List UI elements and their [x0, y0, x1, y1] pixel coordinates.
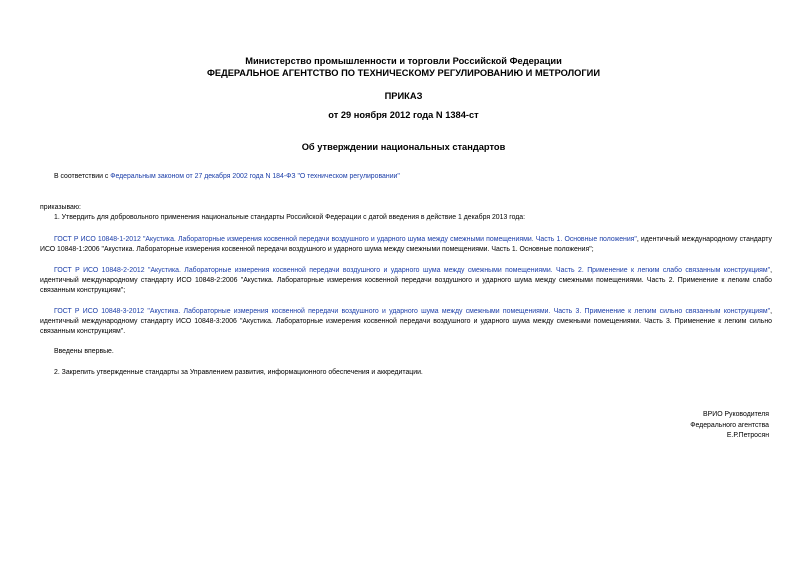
standard-2-text: , идентичный международному стандарту ИСО 10848-2:2006 "Акустика. Лабораторные измерения косвенной передачи воздушного и ударного шума между смежными помещениями. Часть 2. Применение к легким слабо связанным конструкциям";	[40, 267, 772, 294]
page-title: Об утверждении национальных стандартов	[301, 142, 506, 152]
signature-title: ВРИО Руководителя	[703, 411, 769, 418]
item-1: 1. Утвердить для добровольного применения национальные стандарты Российской Федерации с датой введения в действие 1 декабря 2013 года:	[54, 214, 526, 221]
standard-1-link[interactable]: ГОСТ Р ИСО 10848-1-2012 "Акустика. Лабораторные измерения косвенной передачи воздушного и ударного шума между смежными помещениями. Часть 1. Основные положения"	[54, 236, 637, 243]
signature-name: Е.Р.Петросян	[726, 432, 769, 439]
signature-block	[569, 410, 769, 442]
standard-2-paragraph	[40, 266, 772, 295]
standard-3-link[interactable]: ГОСТ Р ИСО 10848-3-2012 "Акустика. Лабораторные измерения косвенной передачи воздушного и ударного шума между смежными помещениями. Часть 3. Применение к легким сильно связанным конструкциям"	[54, 308, 771, 315]
doc-type: ПРИКАЗ	[384, 91, 423, 101]
standard-1-paragraph	[40, 235, 772, 255]
doc-date: от 29 ноября 2012 года N 1384-ст	[328, 110, 479, 120]
signature-org: Федерального агентства	[690, 421, 769, 429]
standard-1-text: , идентичный международному стандарту ИСО 10848-1:2006 "Акустика. Лабораторные измерения косвенной передачи воздушного и ударного шума между смежными помещениями. Часть 1. Основные положения";	[40, 236, 772, 253]
ministry-name: Министерство промышленности и торговли Российской Федерации	[245, 56, 562, 66]
orders-text: приказываю:	[40, 204, 81, 211]
basis-prefix: В соответствии с	[54, 173, 111, 180]
basis-paragraph	[40, 172, 772, 182]
standard-3-paragraph	[40, 307, 772, 336]
federal-law-link[interactable]: Федеральным законом от 27 декабря 2002 года N 184-ФЗ "О техническом регулировании"	[110, 173, 400, 180]
standard-3-text: , идентичный международному стандарту ИСО 10848-3:2006 "Акустика. Лабораторные измерения косвенной передачи воздушного и ударного шума между смежными помещениями. Часть 3. Применение к легким сильно связанным конструкциям".	[40, 308, 772, 335]
standard-2-link[interactable]: ГОСТ Р ИСО 10848-2-2012 "Акустика. Лабораторные измерения косвенной передачи воздушного и ударного шума между смежными помещениями. Часть 2. Применение к легким слабо связанным конструкциям"	[54, 267, 771, 274]
introduced-note: Введены впервые.	[54, 348, 114, 355]
agency-name: ФЕДЕРАЛЬНОЕ АГЕНТСТВО ПО ТЕХНИЧЕСКОМУ РЕГУЛИРОВАНИЮ И МЕТРОЛОГИИ	[206, 68, 601, 78]
item-2: 2. Закрепить утвержденные стандарты за Управлением развития, информационного обеспечения и аккредитации.	[54, 369, 423, 376]
